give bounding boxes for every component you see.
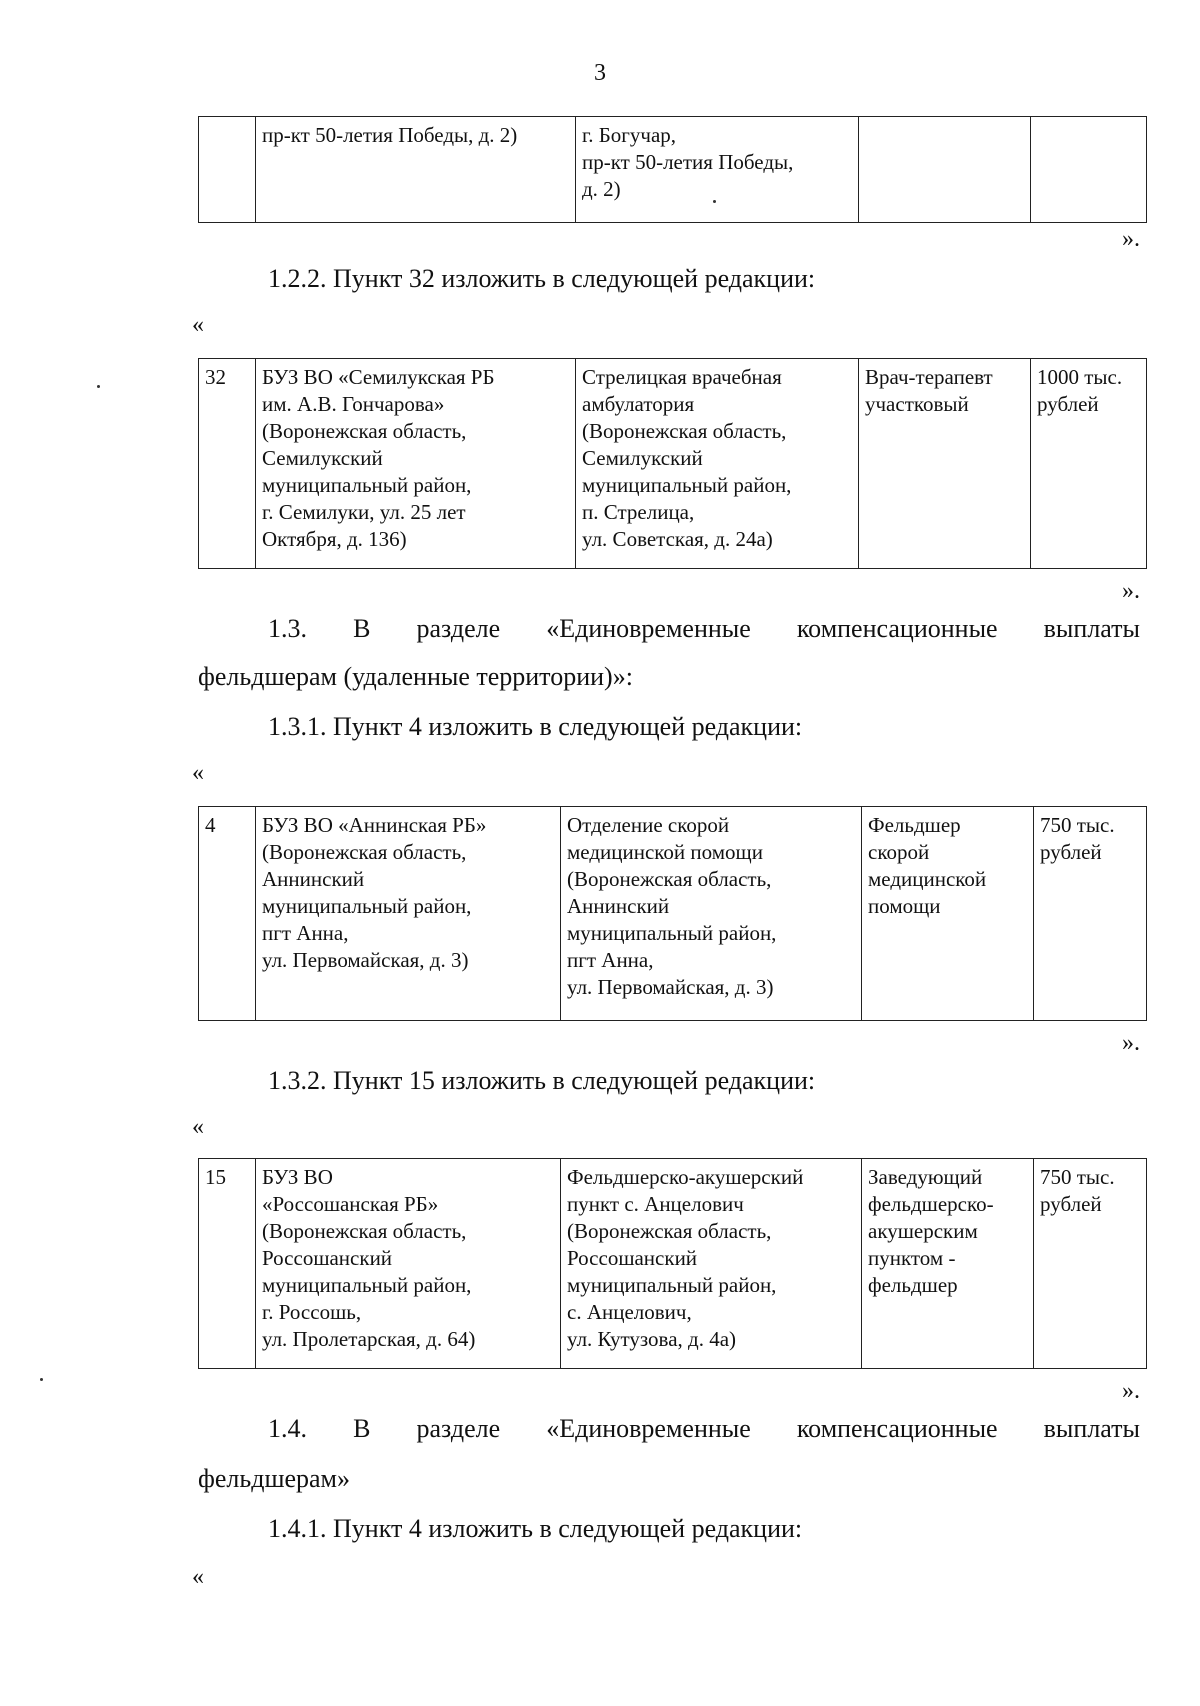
table-row bbox=[199, 1159, 1147, 1369]
scan-speck bbox=[713, 200, 716, 203]
section-1-3-line bbox=[198, 614, 1140, 644]
section-1-2-2: 1.2.2. Пункт 32 изложить в следующей редакции: bbox=[268, 264, 816, 293]
table-row bbox=[199, 359, 1147, 569]
closing-quote: ». bbox=[1122, 1378, 1140, 1404]
table-cell-location: Фельдшерско-акушерский пункт с. Анцелович (Воронежская область, Россошанский муниципальный район, с. Анцелович, ул. Кутузова, д. 4а) bbox=[561, 1159, 862, 1369]
table-cell-location: Отделение скорой медицинской помощи (Воронежская область, Аннинский муниципальный район, пгт Анна, ул. Первомайская, д. 3) bbox=[561, 807, 862, 1021]
section-word: разделе bbox=[416, 614, 501, 643]
section-1-4-1: 1.4.1. Пункт 4 изложить в следующей редакции: bbox=[268, 1514, 803, 1543]
opening-quote: « bbox=[192, 1114, 204, 1140]
section-word: разделе bbox=[416, 1414, 501, 1443]
section-word: В bbox=[353, 614, 371, 643]
table-cell-position bbox=[859, 117, 1031, 223]
table-item-32 bbox=[198, 358, 1147, 569]
table-cell-location: Стрелицкая врачебная амбулатория (Воронежская область, Семилукский муниципальный район, п. Стрелица, ул. Советская, д. 24а) bbox=[576, 359, 859, 569]
table-item-15 bbox=[198, 1158, 1147, 1369]
table-cell-organization: БУЗ ВО «Аннинская РБ» (Воронежская область, Аннинский муниципальный район, пгт Анна, ул. Первомайская, д. 3) bbox=[256, 807, 561, 1021]
section-1-4-continuation: фельдшерам» bbox=[198, 1464, 351, 1493]
table-cell-organization: пр-кт 50-летия Победы, д. 2) bbox=[256, 117, 576, 223]
table-cell-location: г. Богучар, пр-кт 50-летия Победы, д. 2) bbox=[576, 117, 859, 223]
table-cell-position: Фельдшер скорой медицинской помощи bbox=[862, 807, 1034, 1021]
section-word: «Единовременные bbox=[546, 614, 751, 643]
opening-quote: « bbox=[192, 760, 204, 786]
section-word: компенсационные bbox=[796, 1414, 998, 1443]
section-1-3-2: 1.3.2. Пункт 15 изложить в следующей редакции: bbox=[268, 1066, 816, 1095]
table-cell-amount bbox=[1031, 117, 1147, 223]
table-row bbox=[199, 117, 1147, 223]
section-word: выплаты bbox=[1043, 614, 1140, 643]
table-cell-organization: БУЗ ВО «Семилукская РБ им. А.В. Гончарова» (Воронежская область, Семилукский муниципальный район, г. Семилуки, ул. 25 лет Октября, д. 136) bbox=[256, 359, 576, 569]
table-cell-amount: 1000 тыс. рублей bbox=[1031, 359, 1147, 569]
table-cell-number: 32 bbox=[199, 359, 256, 569]
table-item-4 bbox=[198, 806, 1147, 1021]
section-1-3-continuation: фельдшерам (удаленные территории)»: bbox=[198, 662, 633, 691]
scan-speck bbox=[40, 1378, 43, 1381]
table-cell-amount: 750 тыс. рублей bbox=[1034, 807, 1147, 1021]
section-1-3-1: 1.3.1. Пункт 4 изложить в следующей редакции: bbox=[268, 712, 803, 741]
table-cell-position: Врач-терапевт участковый bbox=[859, 359, 1031, 569]
table-row bbox=[199, 807, 1147, 1021]
table-cell-position: Заведующий фельдшерско- акушерским пунктом - фельдшер bbox=[862, 1159, 1034, 1369]
table-cell-organization: БУЗ ВО «Россошанская РБ» (Воронежская область, Россошанский муниципальный район, г. Россошь, ул. Пролетарская, д. 64) bbox=[256, 1159, 561, 1369]
table-cell-number: 15 bbox=[199, 1159, 256, 1369]
section-1-3-number: 1.3. bbox=[268, 614, 307, 643]
closing-quote: ». bbox=[1122, 226, 1140, 252]
section-1-4-line bbox=[198, 1414, 1140, 1444]
section-word: компенсационные bbox=[796, 614, 998, 643]
table-continuation bbox=[198, 116, 1147, 223]
scan-speck bbox=[97, 385, 100, 388]
section-word: выплаты bbox=[1043, 1414, 1140, 1443]
opening-quote: « bbox=[192, 312, 204, 338]
page-number: 3 bbox=[594, 60, 606, 86]
section-word: «Единовременные bbox=[546, 1414, 751, 1443]
closing-quote: ». bbox=[1122, 578, 1140, 604]
section-word: В bbox=[353, 1414, 371, 1443]
table-cell-number bbox=[199, 117, 256, 223]
table-cell-amount: 750 тыс. рублей bbox=[1034, 1159, 1147, 1369]
opening-quote: « bbox=[192, 1564, 204, 1590]
closing-quote: ». bbox=[1122, 1030, 1140, 1056]
section-1-4-number: 1.4. bbox=[268, 1414, 307, 1443]
table-cell-number: 4 bbox=[199, 807, 256, 1021]
